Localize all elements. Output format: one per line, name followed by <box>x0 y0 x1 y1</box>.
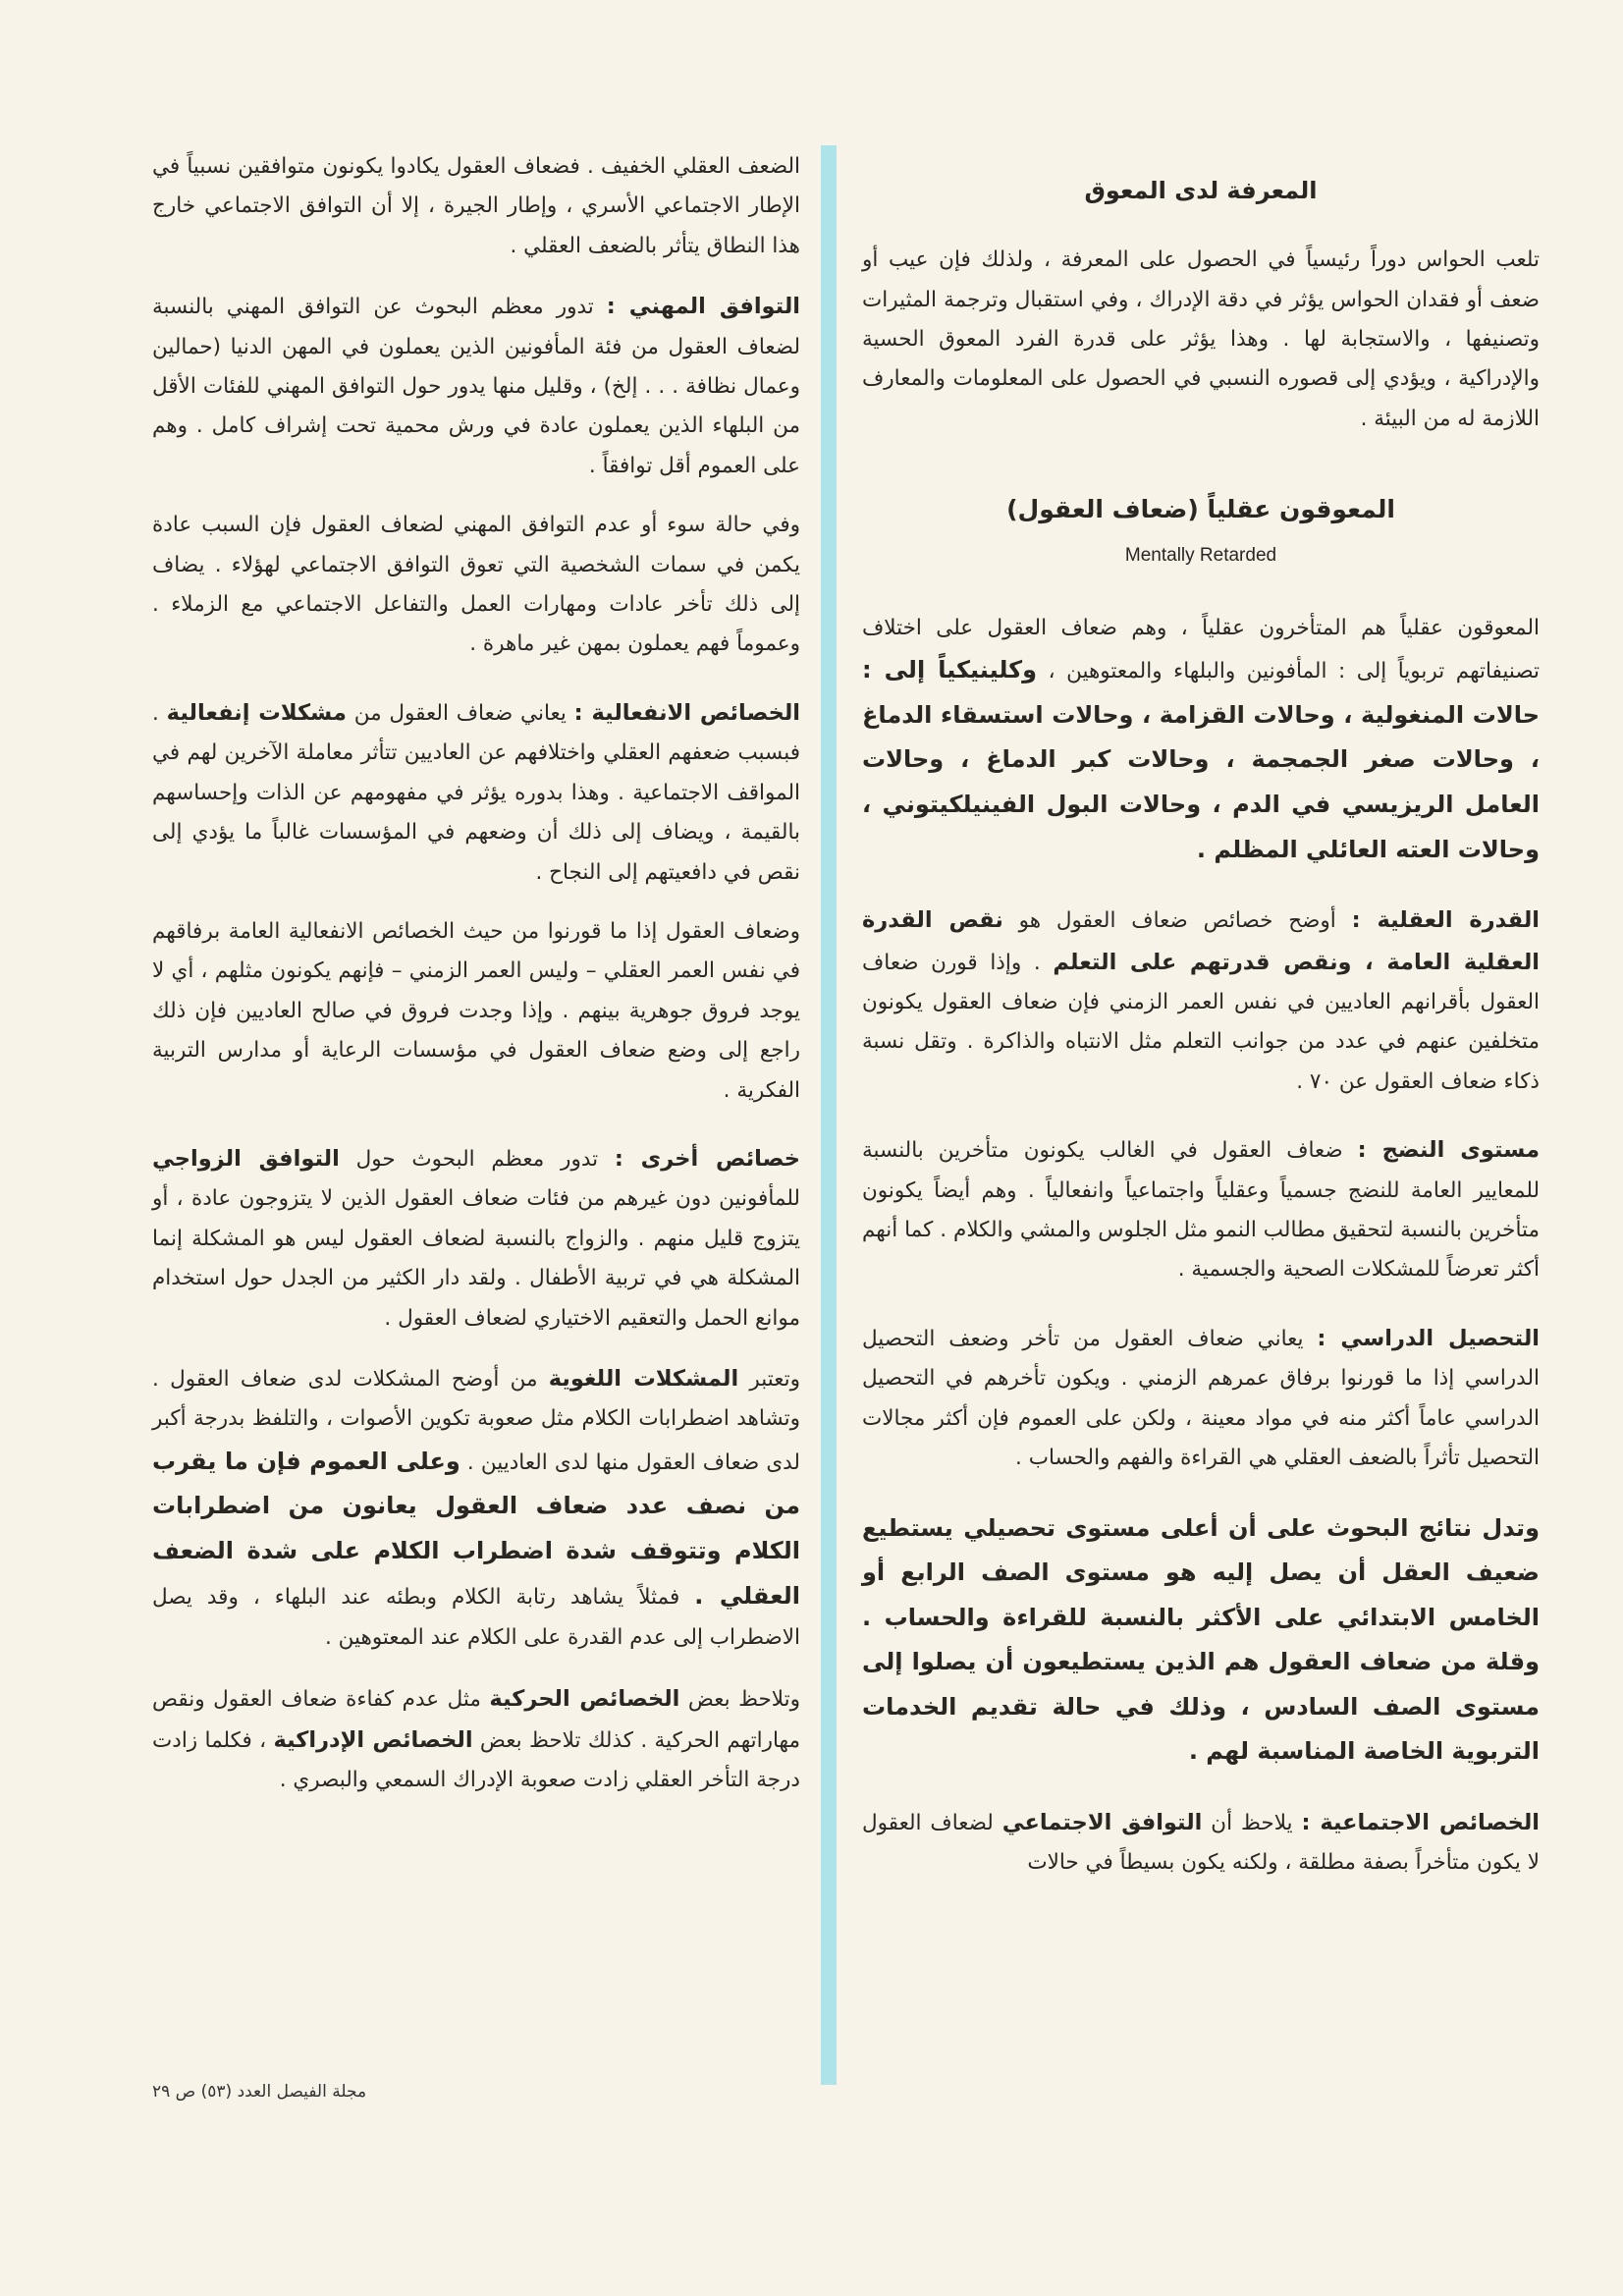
paragraph-maturity <box>862 1129 1540 1290</box>
other-traits-emphasis: التوافق الزواجي <box>152 1145 340 1172</box>
section-heading-knowledge: المعرفة لدى المعوق <box>1084 177 1318 204</box>
english-subheading: Mentally Retarded <box>1124 545 1277 567</box>
other-traits-text: تدور معظم البحوث حول <box>339 1146 615 1172</box>
paragraph-mental-ability <box>862 900 1540 1102</box>
paragraph-other-traits <box>152 1138 800 1339</box>
language-key-finding: وعلى العموم فإن ما يقرب من نصف عدد ضعاف العقول يعانون من اضطرابات الكلام وتتوقف شدة اضطراب الكلام على شدة الضعف العقلي . <box>152 1447 800 1610</box>
paragraph-vocational-maladjustment: وفي حالة سوء أو عدم التوافق المهني لضعاف العقول فإن السبب عادة يكمن في سمات الشخصية التي تعوق التوافق الاجتماعي لهؤلاء . يضاف إلى ذلك تأخر عادات ومهارات العمل والتفاعل الاجتماعي مع الزملاء . وعموماً فهم يعملون بمهن غير ماهرة . <box>152 513 800 657</box>
social-emphasis: التوافق الاجتماعي <box>1001 1810 1203 1836</box>
mental-ability-text: أوضح خصائص ضعاف العقول هو <box>1002 908 1352 934</box>
clinical-classification-text: وكلينيكياً إلى : حالات المنغولية ، وحالات القزامة ، وحالات استسقاء الدماغ ، وحالات صغر الجمجمة ، وحالات كبر الدماغ ، وحالات العامل الريزيسي في الدم ، وحالات البول الفينيلكيتوني ، وحالات العته العائلي المظلم . <box>862 656 1540 863</box>
perceptual-emphasis: الخصائص الإدراكية <box>273 1726 473 1753</box>
social-text-rest: لضعاف العقول لا يكون متأخراً بصفة مطلقة ، ولكنه يكون بسيطاً في حالات <box>862 1811 1540 1876</box>
language-text: وتعتبر <box>738 1366 800 1392</box>
social-text: يلاحظ أن <box>1202 1811 1302 1836</box>
other-traits-text-rest: للمأفونين دون غيرهم من فئات ضعاف العقول الذين لا يتزوجون عادة ، أو يتزوج قليل منهم . والزواج بالنسبة لضعاف العقول ليس هو المشكلة إنما المشكلة هي في تربية الأطفال . ولقد دار الكثير من الجدل حول استخدام موانع الحمل والتعقيم الاختياري لضعاف العقول . <box>152 1186 800 1331</box>
paragraph-social <box>862 1802 1540 1884</box>
subheading-achievement: التحصيل الدراسي : <box>1317 1325 1540 1351</box>
paragraph-emotional-comparison: وضعاف العقول إذا ما قورنوا من حيث الخصائص الانفعالية العامة برفاقهم في نفس العمر العقلي – وليس العمر الزمني – فإنهم يكونون مثلهم ، أي لا يوجد فروق جوهرية بينهم . وإذا وجدت فروق في صالح العاديين فإن ذلك راجع إلى وضع ضعاف العقول في مؤسسات الرعاية أو مدارس التربية الفكرية . <box>152 918 800 1103</box>
emotional-text: يعاني ضعاف العقول من <box>346 700 574 726</box>
language-emphasis: المشكلات اللغوية <box>548 1365 739 1392</box>
subheading-vocational: التوافق المهني : <box>606 294 800 320</box>
paragraph-achievement <box>862 1318 1540 1479</box>
paragraph-motor-perceptual <box>152 1678 800 1801</box>
column-divider-rule <box>821 145 837 2085</box>
mental-ability-emphasis: نقص القدرة العقلية العامة ، ونقص قدرتهم على التعلم <box>862 907 1540 975</box>
subheading-mental-ability: القدرة العقلية : <box>1351 907 1540 934</box>
paragraph-research-results: وتدل نتائج البحوث على أن أعلى مستوى تحصيلي يستطيع ضعيف العقل أن يصل إليه هو مستوى الصف الرابع أو الخامس الابتدائي على الأكثر بالنسبة للقراءة والحساب . وقلة من ضعاف العقول هم الذين يستطيعون أن يصلوا إلى مستوى الصف السادس ، وذلك في حالة تقديم الخدمات التربوية الخاصة المناسبة لهم . <box>862 1513 1540 1766</box>
vocational-text: تدور معظم البحوث عن التوافق المهني بالنسبة لضعاف العقول من فئة المأفونين الذين يعملون في المهن الدنيا (حمالين وعمال نظافة . . . إلخ) ، وقليل منها يدور حول التوافق المهني للفئات الأقل من البلهاء الذين يعملون عادة في ورش محمية تحت إشراف كامل . وهم على العموم أقل توافقاً . <box>152 295 800 478</box>
paragraph-language <box>152 1358 800 1659</box>
subheading-maturity: مستوى النضج : <box>1357 1137 1540 1164</box>
section-heading-mentally-retarded: المعوقون عقلياً (ضعاف العقول) <box>1006 495 1395 524</box>
paragraph-definition <box>862 609 1540 872</box>
maturity-text: ضعاف العقول في الغالب يكونون متأخرين بالنسبة للمعايير العامة للنضج جسمياً وعقلياً واجتماعياً وانفعالياً . وهم أيضاً يكونون متأخرين بالنسبة لتحقيق مطالب النمو مثل الجلوس والمشي والكلام . كما أنهم أكثر تعرضاً للمشكلات الصحية والجسمية . <box>862 1138 1540 1283</box>
achievement-text: يعاني ضعاف العقول من تأخر وضعف التحصيل الدراسي إذا ما قورنوا برفاق عمرهم الزمني . ويكون تأخرهم في التحصيل الدراسي عاماً أكثر منه في مواد معينة ، ولكن على العموم فإن أكثر مجالات التحصيل تأثراً بالضعف العقلي هي القراءة والفهم والحساب . <box>862 1326 1540 1471</box>
language-text-rest: فمثلاً يشاهد رتابة الكلام وبطئه عند البلهاء ، وقد يصل الاضطراب إلى عدم القدرة على الكلام عند المعتوهين . <box>152 1584 800 1651</box>
paragraph-knowledge: تلعب الحواس دوراً رئيسياً في الحصول على المعرفة ، ولذلك فإن عيب أو ضعف أو فقدان الحواس يؤثر في دقة الإدراك ، وفي استقبال وترجمة المثيرات وتصنيفها ، والاستجابة لها . وهذا يؤثر على قدرة الفرد المعوق الحسية والإدراكية ، ويؤدي إلى قصوره النسبي في الحصول على المعلومات والمعارف اللازمة له من البيئة . <box>862 247 1540 431</box>
subheading-social: الخصائص الاجتماعية : <box>1301 1810 1541 1836</box>
motor-text-mid: مثل عدم كفاءة ضعاف العقول ونقص مهاراتهم الحركية . كذلك تلاحظ بعض <box>152 1686 800 1753</box>
emotional-text-rest: . فبسبب ضعفهم العقلي واختلافهم عن العاديين تتأثر معاملة الآخرين لهم في المواقف الاجتماعية . وهذا بدوره يؤثر في مفهومهم عن الذات وإحساسهم بالقيمة ، ويضاف إلى ذلك أن وضعهم في المؤسسات غالباً ما يؤدي إلى نقص في دافعيتهم إلى النجاح . <box>152 700 800 885</box>
motor-text: وتلاحظ بعض <box>679 1686 801 1712</box>
paragraph-emotional <box>152 692 800 893</box>
paragraph-mild-retardation: الضعف العقلي الخفيف . فضعاف العقول يكادوا يكونون متوافقين نسبياً في الإطار الاجتماعي الأسري ، وإطار الجيرة ، إلا أن التوافق الاجتماعي خارج هذا النطاق يتأثر بالضعف العقلي . <box>152 154 800 258</box>
page-footer: مجلة الفيصل العدد (٥٣) ص ٢٩ <box>152 2082 367 2102</box>
paragraph-vocational <box>152 286 800 486</box>
mental-ability-text-rest: . وإذا قورن ضعاف العقول بأقرانهم العاديين في نفس العمر الزمني فإن ضعاف العقول يكونون متخلفين عنهم في عدد من جوانب التعلم مثل الانتباه والذاكرة . وتقل نسبة ذكاء ضعاف العقول عن ٧٠ . <box>862 950 1540 1094</box>
right-column <box>862 147 1540 1903</box>
subheading-emotional: الخصائص الانفعالية : <box>573 699 800 726</box>
motor-emphasis: الخصائص الحركية <box>489 1685 680 1712</box>
perceptual-text-rest: ، فكلما زادت درجة التأخر العقلي زادت صعوبة الإدراك السمعي والبصري . <box>152 1727 800 1793</box>
language-text-mid: من أوضح المشكلات لدى ضعاف العقول . وتشاهد اضطرابات الكلام مثل صعوبة تكوين الأصوات ، والتلفظ بدرجة أكبر لدى ضعاف العقول منها لدى العاديين . <box>152 1366 800 1475</box>
emotional-emphasis: مشكلات إنفعالية <box>166 699 347 726</box>
definition-text: المعوقون عقلياً هم المتأخرون عقلياً ، وهم ضعاف العقول على اختلاف تصنيفاتهم تربوياً إلى : المأفونين والبلهاء والمعتوهين ، <box>862 615 1540 684</box>
subheading-other-traits: خصائص أخرى : <box>614 1145 800 1172</box>
left-column <box>152 147 800 1821</box>
